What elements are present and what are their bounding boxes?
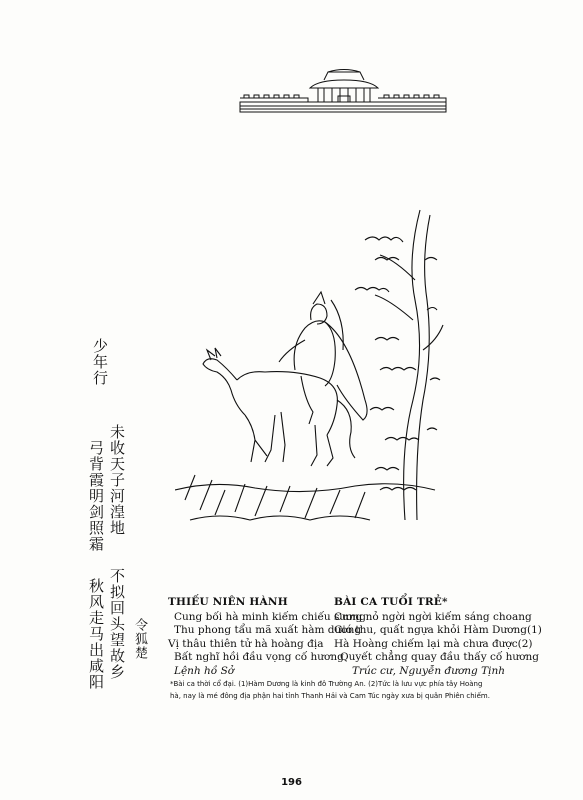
rider-on-horse-illustration (175, 200, 445, 530)
poem-left-author: Lệnh hồ Sở (174, 664, 235, 677)
chinese-poem-line: 秋风走马出咸阳 (87, 578, 105, 690)
palace-wall-illustration (238, 68, 448, 114)
chinese-poem-line: 弓背霞明剑照霜 (87, 440, 105, 552)
poem-line: Hà Hoàng chiếm lại mà chưa được(2) (334, 637, 533, 650)
footnote-line: hà, nay là mé đông địa phận hai tỉnh Thanh Hải và Cam Túc ngày xưa bị quân Phiên chiếm. (170, 692, 490, 700)
chinese-poem-author: 令狐楚 (132, 618, 147, 660)
chinese-poem-line: 未收天子河湟地 (108, 424, 126, 536)
poem-line: Thu phong tẩu mã xuất hàm dương (174, 624, 362, 636)
poem-line: Quyết chẳng quay đầu thấy cố hương (340, 651, 539, 663)
poem-right (334, 596, 542, 678)
chinese-poem-line: 不拟回头望故乡 (108, 568, 126, 680)
poem-left-title: THIẾU NIÊN HÀNH (168, 596, 288, 608)
poem-line: Vị thâu thiên tử hà hoàng địa (168, 637, 324, 650)
page-number: 196 (281, 777, 302, 788)
footnote-line: *Bài ca thời cổ đại. (1)Hàm Dương là kinh đô Trường An. (2)Tức là lưu vực phía tây Hoàng (170, 680, 483, 688)
poem-right-title: BÀI CA TUỔI TRẺ* (334, 596, 448, 608)
poem-line: Gió thu, quất ngựa khỏi Hàm Dương(1) (334, 624, 542, 636)
poem-line: Cung nỏ ngời ngời kiếm sáng choang (334, 610, 532, 623)
poem-line: Cung bối hà minh kiếm chiếu sương (174, 610, 366, 623)
poem-right-author: Trúc cư, Nguyễn đương Tịnh (352, 664, 505, 677)
footnote (170, 678, 522, 702)
chinese-poem-title: 少年行 (91, 338, 109, 386)
poem-line: Bất nghĩ hồi đầu vọng cố hương (174, 651, 344, 663)
